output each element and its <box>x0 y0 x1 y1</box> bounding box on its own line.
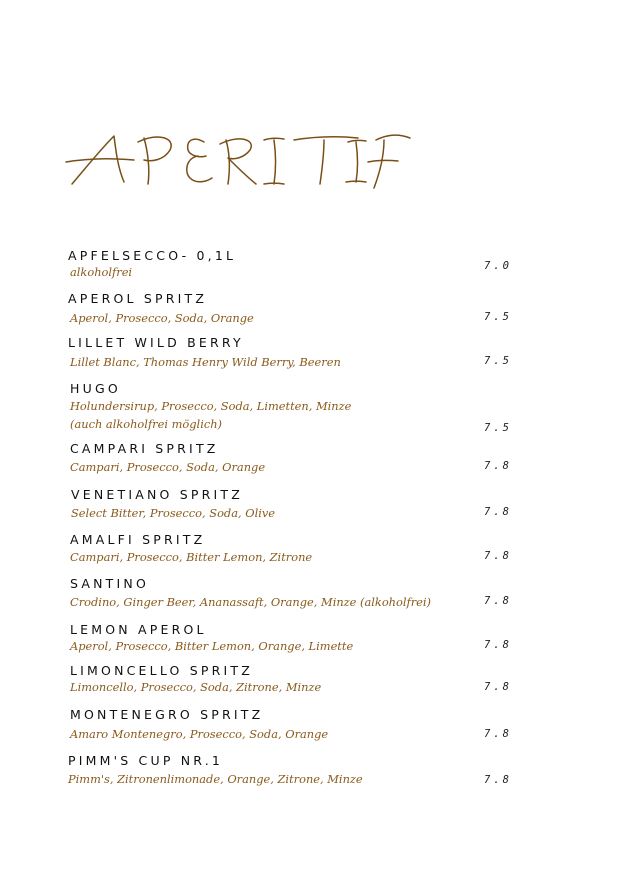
item-price: 7.5 <box>484 311 512 323</box>
item-description: Lillet Blanc, Thomas Henry Wild Berry, Beeren <box>70 355 341 369</box>
item-name: APFELSECCO- 0,1L <box>68 248 237 263</box>
item-name: SANTINO <box>70 576 149 591</box>
item-description-note: (auch alkoholfrei möglich) <box>70 417 222 431</box>
item-price: 7.8 <box>484 460 512 472</box>
item-name: LEMON APEROL <box>70 622 207 637</box>
item-price: 7.8 <box>484 681 512 693</box>
item-price: 7.8 <box>484 595 512 607</box>
item-name: CAMPARI SPRITZ <box>70 441 219 456</box>
item-description: Aperol, Prosecco, Soda, Orange <box>70 311 254 325</box>
item-description: Crodino, Ginger Beer, Ananassaft, Orange, Minze (alkoholfrei) <box>70 595 432 609</box>
item-description: alkoholfrei <box>70 265 133 279</box>
item-name: VENETIANO SPRITZ <box>71 487 243 502</box>
item-description: Campari, Prosecco, Bitter Lemon, Zitrone <box>70 550 313 564</box>
item-description: Amaro Montenegro, Prosecco, Soda, Orange <box>70 727 329 741</box>
item-description: Pimm's, Zitronenlimonade, Orange, Zitrone, Minze <box>68 772 363 786</box>
item-description: Campari, Prosecco, Soda, Orange <box>70 460 266 474</box>
item-name: LILLET WILD BERRY <box>68 335 244 350</box>
menu-title <box>62 118 412 198</box>
item-name: LIMONCELLO SPRITZ <box>70 663 253 678</box>
item-price: 7.8 <box>484 774 512 786</box>
item-name: AMALFI SPRITZ <box>70 532 206 547</box>
item-name: APEROL SPRITZ <box>68 291 208 306</box>
item-name: HUGO <box>70 381 121 396</box>
item-price: 7.0 <box>484 260 512 272</box>
item-description: Select Bitter, Prosecco, Soda, Olive <box>71 506 276 520</box>
item-description: Aperol, Prosecco, Bitter Lemon, Orange, Limette <box>70 639 354 653</box>
item-name: MONTENEGRO SPRITZ <box>70 707 264 722</box>
item-price: 7.5 <box>484 355 512 367</box>
menu-title-lettering <box>62 118 412 198</box>
item-price: 7.8 <box>484 550 512 562</box>
item-name: PIMM'S CUP NR.1 <box>68 753 224 768</box>
item-description: Holundersirup, Prosecco, Soda, Limetten, Minze <box>70 399 352 413</box>
item-price: 7.8 <box>484 639 512 651</box>
item-price: 7.5 <box>484 422 512 434</box>
item-price: 7.8 <box>484 506 512 518</box>
item-price: 7.8 <box>484 728 512 740</box>
item-description: Limoncello, Prosecco, Soda, Zitrone, Minze <box>70 680 322 694</box>
